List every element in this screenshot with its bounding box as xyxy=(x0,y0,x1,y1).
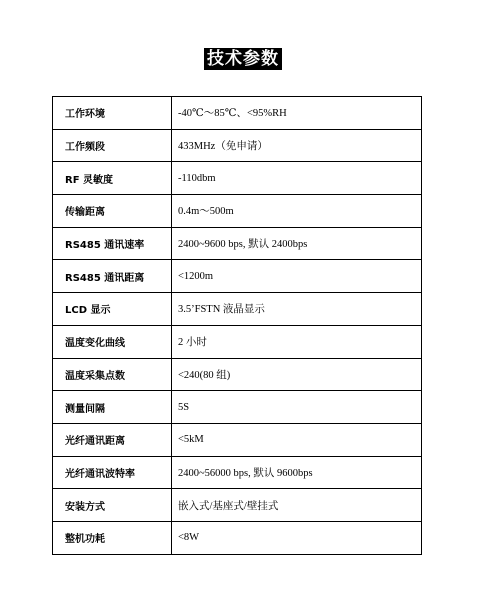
spec-name: 温度采集点数 xyxy=(53,358,172,391)
table-row xyxy=(53,260,422,293)
spec-table xyxy=(52,96,422,555)
title-container xyxy=(0,48,486,70)
spec-name: RS485 通讯距离 xyxy=(53,260,172,293)
table-row xyxy=(53,456,422,489)
page-title: 技术参数 xyxy=(204,48,282,70)
spec-name: 光纤通讯距离 xyxy=(53,423,172,456)
spec-value: -40℃～85℃、<95%RH xyxy=(172,97,422,130)
spec-value: -110dbm xyxy=(172,162,422,195)
spec-name: 光纤通讯波特率 xyxy=(53,456,172,489)
spec-value: 5S xyxy=(172,391,422,424)
spec-name: 工作频段 xyxy=(53,129,172,162)
spec-value: 嵌入式/基座式/壁挂式 xyxy=(172,489,422,522)
table-row xyxy=(53,227,422,260)
spec-value: <1200m xyxy=(172,260,422,293)
spec-name: RS485 通讯速率 xyxy=(53,227,172,260)
table-row xyxy=(53,423,422,456)
spec-name: 传输距离 xyxy=(53,195,172,228)
spec-name: 温度变化曲线 xyxy=(53,325,172,358)
spec-value: 2400~56000 bps, 默认 9600bps xyxy=(172,456,422,489)
spec-value: <5kM xyxy=(172,423,422,456)
spec-name: 整机功耗 xyxy=(53,521,172,554)
table-row xyxy=(53,129,422,162)
spec-value: <240(80 组) xyxy=(172,358,422,391)
spec-value: 0.4m～500m xyxy=(172,195,422,228)
spec-name: 安装方式 xyxy=(53,489,172,522)
table-row xyxy=(53,97,422,130)
table-row xyxy=(53,293,422,326)
table-row xyxy=(53,162,422,195)
spec-name: LCD 显示 xyxy=(53,293,172,326)
table-row xyxy=(53,489,422,522)
spec-name: 测量间隔 xyxy=(53,391,172,424)
table-row xyxy=(53,521,422,554)
spec-value: <8W xyxy=(172,521,422,554)
spec-value: 2400~9600 bps, 默认 2400bps xyxy=(172,227,422,260)
spec-name: 工作环境 xyxy=(53,97,172,130)
table-row xyxy=(53,195,422,228)
spec-value: 2 小时 xyxy=(172,325,422,358)
spec-value: 3.5’FSTN 液晶显示 xyxy=(172,293,422,326)
table-row xyxy=(53,358,422,391)
spec-name: RF 灵敏度 xyxy=(53,162,172,195)
table-row xyxy=(53,325,422,358)
spec-value: 433MHz（免申请） xyxy=(172,129,422,162)
table-row xyxy=(53,391,422,424)
